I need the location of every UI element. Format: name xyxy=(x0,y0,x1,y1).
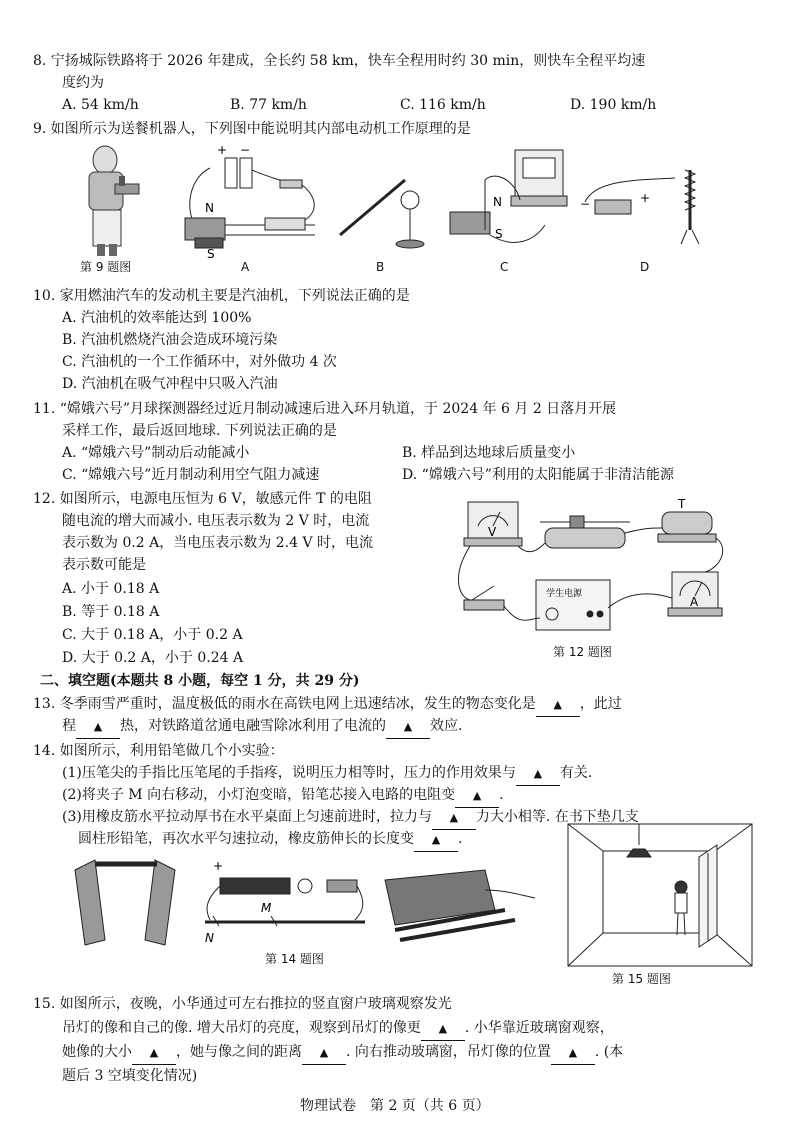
figure-b xyxy=(340,180,424,248)
girl-figure xyxy=(675,881,687,935)
fig-a-s: S xyxy=(207,247,215,261)
q11-option-a: A. “嫦娥六号”制动后动能减小 xyxy=(62,445,250,461)
q14-p3-mid: 力大小相等. 在书下垫几支 xyxy=(475,809,639,825)
q15-line1: 15. 如图所示，夜晚，小华通过可左右推拉的竖直窗户玻璃观察发光 xyxy=(33,996,452,1012)
fig-d-plus: + xyxy=(640,191,651,205)
q15-text-e: ，她与像之间的距离 xyxy=(176,1044,302,1060)
q14-p3-text: (3)用橡皮筋水平拉动厚书在水平桌面上匀速前进时，拉力与 xyxy=(62,809,432,825)
q8-option-b: B. 77 km/h xyxy=(230,97,307,113)
q12-label-a: A xyxy=(690,595,699,609)
book-pencils-image xyxy=(385,870,535,940)
q12-line2: 随电流的增大而减小. 电压表示数为 2 V 时，电流 xyxy=(62,513,370,529)
q14-p2-end: . xyxy=(499,787,504,803)
q14-label-n: N xyxy=(205,931,214,945)
q14-plus: + xyxy=(213,859,224,873)
q14-p3-text2: 圆柱形铅笔，再次水平匀速拉动，橡皮筋伸长的长度变 xyxy=(78,831,414,847)
robot-image xyxy=(89,146,139,256)
q15-line2 xyxy=(62,1017,614,1041)
q12-line1: 12. 如图所示，电源电压恒为 6 V，敏感元件 T 的电阻 xyxy=(33,491,372,507)
q14-blank-3[interactable]: ▲ xyxy=(432,807,476,830)
q13-blank-2[interactable]: ▲ xyxy=(76,716,120,739)
q8-line2: 度约为 xyxy=(62,75,104,91)
q8-line1: 8. 宁扬城际铁路将于 2026 年建成，全长约 58 km，快车全程用时约 30 min，则快车全程平均速 xyxy=(33,53,646,69)
q15-room-figure xyxy=(567,823,753,967)
q14-part3-line2 xyxy=(78,828,462,852)
q13-blank-3[interactable]: ▲ xyxy=(386,716,430,739)
q9-figures xyxy=(75,140,755,270)
q15-blank-2[interactable]: ▲ xyxy=(132,1042,176,1065)
q14-blank-1[interactable]: ▲ xyxy=(516,763,560,786)
q15-text-g: . (本 xyxy=(594,1044,624,1060)
q15-text-b: 吊灯的像和自己的像. 增大吊灯的亮度，观察到吊灯的像更 xyxy=(62,1020,421,1036)
q15-text-d: 她像的大小 xyxy=(62,1044,132,1060)
hands-pencil-image xyxy=(75,860,175,945)
fig-c-s: S xyxy=(495,227,503,241)
q15-text-c: . 小华靠近玻璃窗观察， xyxy=(464,1020,614,1036)
q14-title: 14. 如图所示，利用铅笔做几个小实验： xyxy=(33,743,284,759)
q10-option-d: D. 汽油机在吸气冲程中只吸入汽油 xyxy=(62,376,278,392)
q15-line3 xyxy=(62,1041,623,1065)
q14-figures xyxy=(65,850,545,950)
q11-option-d: D. “嫦娥六号”利用的太阳能属于非清洁能源 xyxy=(402,467,674,483)
q14-blank-2[interactable]: ▲ xyxy=(455,785,499,808)
q9-caption: 第 9 题图 xyxy=(80,260,132,274)
q12-option-c: C. 大于 0.18 A，小于 0.2 A xyxy=(62,627,243,643)
q13-line1 xyxy=(33,693,622,717)
fig-a-plus: + xyxy=(217,143,228,157)
q8-option-d: D. 190 km/h xyxy=(570,97,657,113)
q13-text-c: 程 xyxy=(62,718,76,734)
q12-line4: 表示数可能是 xyxy=(62,557,146,573)
q11-option-b: B. 样品到达地球后质量变小 xyxy=(402,445,576,461)
q10-option-c: C. 汽油机的一个工作循环中，对外做功 4 次 xyxy=(62,354,337,370)
q13-text-d: 热，对铁路道岔通电融雪除冰利用了电流的 xyxy=(120,718,386,734)
q13-text-e: 效应. xyxy=(430,718,463,734)
q14-p1-end: 有关. xyxy=(559,765,593,781)
fig-a-minus: − xyxy=(240,143,251,157)
fig-b-label: B xyxy=(376,260,385,274)
q14-p2-text: (2)将夹子 M 向右移动，小灯泡变暗，铅笔芯接入电路的电阻变 xyxy=(62,787,456,803)
fig-c-label: C xyxy=(500,260,509,274)
q8-option-a: A. 54 km/h xyxy=(62,97,139,113)
q13-line2 xyxy=(62,715,462,739)
q10-text: 10. 家用燃油汽车的发动机主要是汽油机，下列说法正确的是 xyxy=(33,288,410,304)
q13-text-a: 13. 冬季雨雪严重时，温度极低的雨水在高铁电网上迅速结冰，发生的物态变化是 xyxy=(33,696,536,712)
q14-caption: 第 14 题图 xyxy=(265,952,324,966)
q9-text: 9. 如图所示为送餐机器人，下列图中能说明其内部电动机工作原理的是 xyxy=(33,121,471,137)
q11-line1: 11. “嫦娥六号”月球探测器经过近月制动减速后进入环月轨道，于 2024 年 6 月 2 日落月开展 xyxy=(33,401,617,417)
q14-p3-end: . xyxy=(458,831,463,847)
q11-option-c: C. “嫦娥六号”近月制动利用空气阻力减速 xyxy=(62,467,320,483)
figure-d xyxy=(585,170,699,244)
section-2-title: 二、填空题(本题共 8 小题，每空 1 分，共 29 分) xyxy=(40,673,360,689)
q12-label-t: T xyxy=(678,497,686,511)
q15-blank-1[interactable]: ▲ xyxy=(421,1018,465,1041)
q15-text-f: . 向右推动玻璃窗，吊灯像的位置 xyxy=(346,1044,551,1060)
figure-c xyxy=(450,150,567,242)
q15-caption: 第 15 题图 xyxy=(612,972,671,986)
q12-caption: 第 12 题图 xyxy=(553,645,612,659)
q13-text-b: ，此过 xyxy=(579,696,622,712)
q15-blank-4[interactable]: ▲ xyxy=(551,1042,595,1065)
q10-option-b: B. 汽油机燃烧汽油会造成环境污染 xyxy=(62,332,278,348)
fig-a-n: N xyxy=(205,201,214,215)
q14-p1-text: (1)压笔尖的手指比压笔尾的手指疼，说明压力相等时，压力的作用效果与 xyxy=(62,765,516,781)
q14-part3-line1 xyxy=(62,806,639,830)
q12-label-v: V xyxy=(488,525,497,539)
fig-d-minus: − xyxy=(580,197,591,211)
q8-option-c: C. 116 km/h xyxy=(400,97,486,113)
q13-blank-1[interactable]: ▲ xyxy=(536,694,580,717)
fig-d-label: D xyxy=(640,260,650,274)
q14-part1 xyxy=(62,762,592,786)
q15-blank-3[interactable]: ▲ xyxy=(302,1042,346,1065)
q14-label-m: M xyxy=(261,901,272,915)
q11-line2: 采样工作，最后返回地球. 下列说法正确的是 xyxy=(62,423,337,439)
q12-power-label: 学生电源 xyxy=(546,589,583,599)
fig-c-n: N xyxy=(493,195,502,209)
page-footer: 物理试卷 第 2 页（共 6 页） xyxy=(300,1098,490,1114)
q14-part2 xyxy=(62,784,504,808)
q15-line4: 题后 3 空填变化情况) xyxy=(62,1068,198,1084)
q12-option-a: A. 小于 0.18 A xyxy=(62,581,160,597)
q12-line3: 表示数为 0.2 A，当电压表示数为 2.4 V 时，电流 xyxy=(62,535,373,551)
q14-blank-4[interactable]: ▲ xyxy=(414,829,458,852)
q12-option-d: D. 大于 0.2 A，小于 0.24 A xyxy=(62,650,244,666)
q12-circuit-figure xyxy=(450,488,750,648)
q10-option-a: A. 汽油机的效率能达到 100% xyxy=(62,310,252,326)
pencil-circuit-image xyxy=(205,878,365,926)
fig-a-label: A xyxy=(241,260,250,274)
q12-option-b: B. 等于 0.18 A xyxy=(62,604,160,620)
